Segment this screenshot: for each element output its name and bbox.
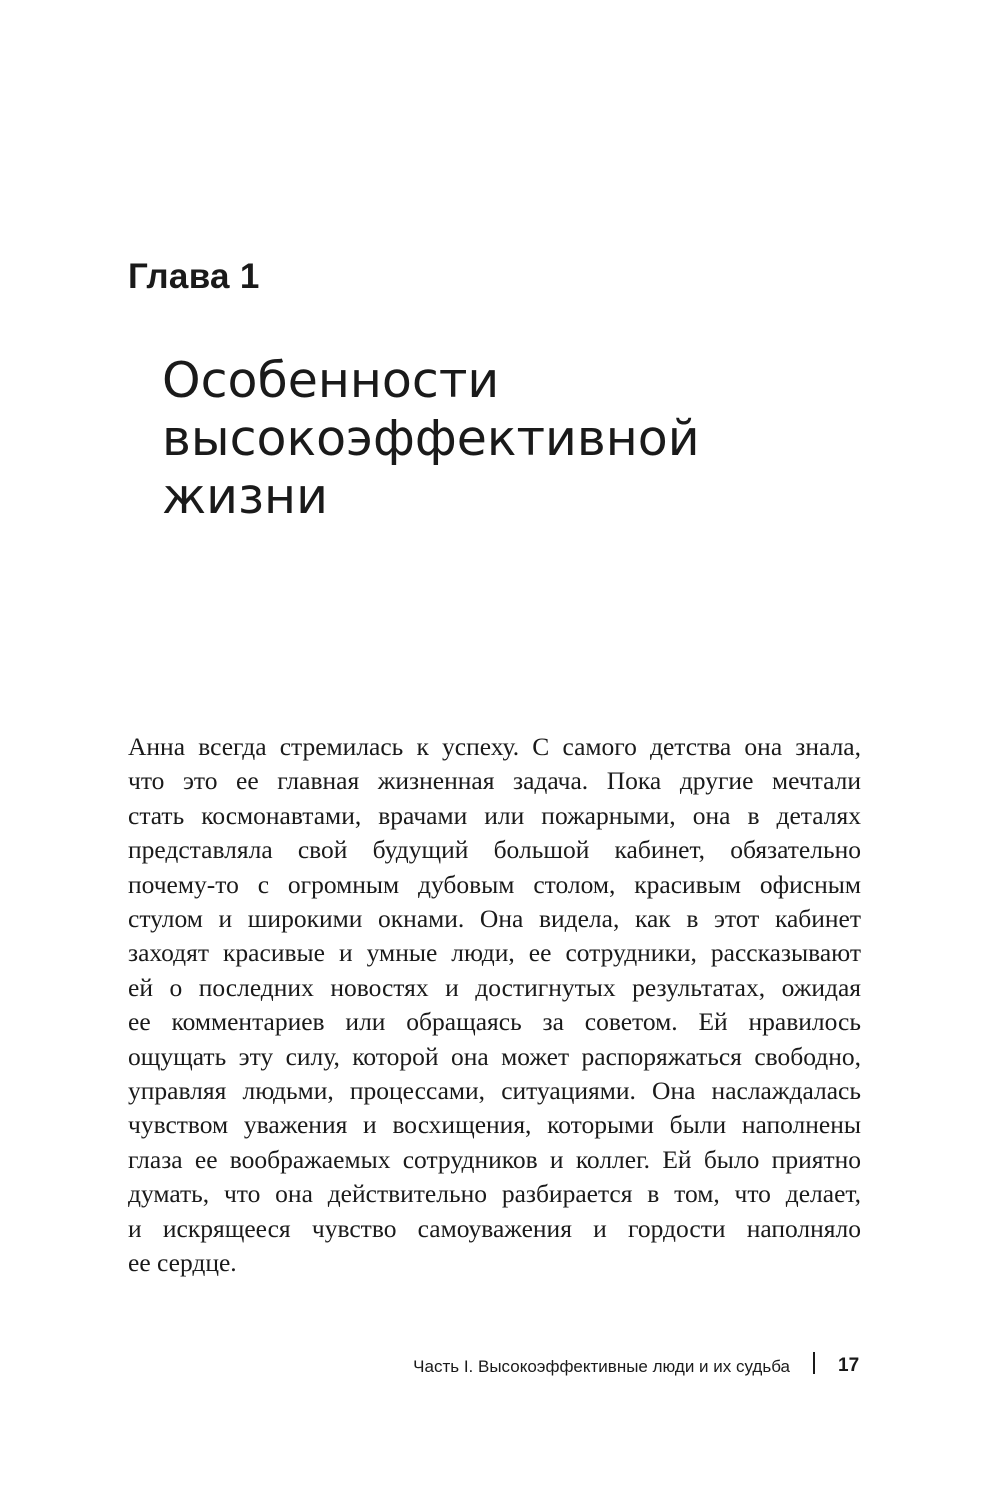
- paragraph-line: стулом и широкими окнами. Она видела, как в этот кабинет: [128, 904, 861, 934]
- paragraph-line: что это ее главная жизненная задача. Пока другие мечтали: [128, 766, 861, 796]
- paragraph-line: чувством уважения и восхищения, которыми были наполнены: [128, 1110, 861, 1140]
- chapter-title-line: Особенности: [162, 352, 500, 409]
- paragraph-line: ее сердце.: [128, 1248, 237, 1278]
- chapter-title: [162, 352, 802, 526]
- paragraph-line: ее комментариев или обращаясь за советом. Ей нравилось: [128, 1007, 861, 1037]
- paragraph-line: думать, что она действительно разбирается в том, что делает,: [128, 1179, 861, 1209]
- paragraph-line: представляла свой будущий большой кабинет, обязательно: [128, 835, 861, 865]
- paragraph-line: стать космонавтами, врачами или пожарными, она в деталях: [128, 800, 861, 830]
- paragraph-line: ощущать эту силу, которой она может распоряжаться свободно,: [128, 1041, 861, 1071]
- running-head: Часть I. Высокоэффективные люди и их судьба: [413, 1357, 790, 1376]
- body-paragraph: [128, 730, 861, 1281]
- paragraph-line: почему-то с огромным дубовым столом, красивым офисным: [128, 869, 861, 899]
- page-number: 17: [838, 1355, 860, 1376]
- chapter-label: Глава 1: [128, 257, 260, 296]
- paragraph-line: заходят красивые и умные люди, ее сотрудники, рассказывают: [128, 938, 861, 968]
- paragraph-line: и искрящееся чувство самоуважения и гордости наполняло: [128, 1213, 861, 1243]
- chapter-title-line: жизни: [162, 468, 328, 525]
- paragraph-line: Анна всегда стремилась к успеху. С самого детства она знала,: [128, 732, 861, 761]
- paragraph-line: глаза ее воображаемых сотрудников и коллег. Ей было приятно: [128, 1144, 861, 1174]
- page-footer: [0, 1352, 1000, 1382]
- chapter-title-line: высокоэффективной: [162, 410, 700, 467]
- footer-divider: [813, 1352, 815, 1374]
- paragraph-line: ей о последних новостях и достигнутых результатах, ожидая: [128, 972, 861, 1002]
- paragraph-line: управляя людьми, процессами, ситуациями. Она наслаждалась: [128, 1076, 861, 1106]
